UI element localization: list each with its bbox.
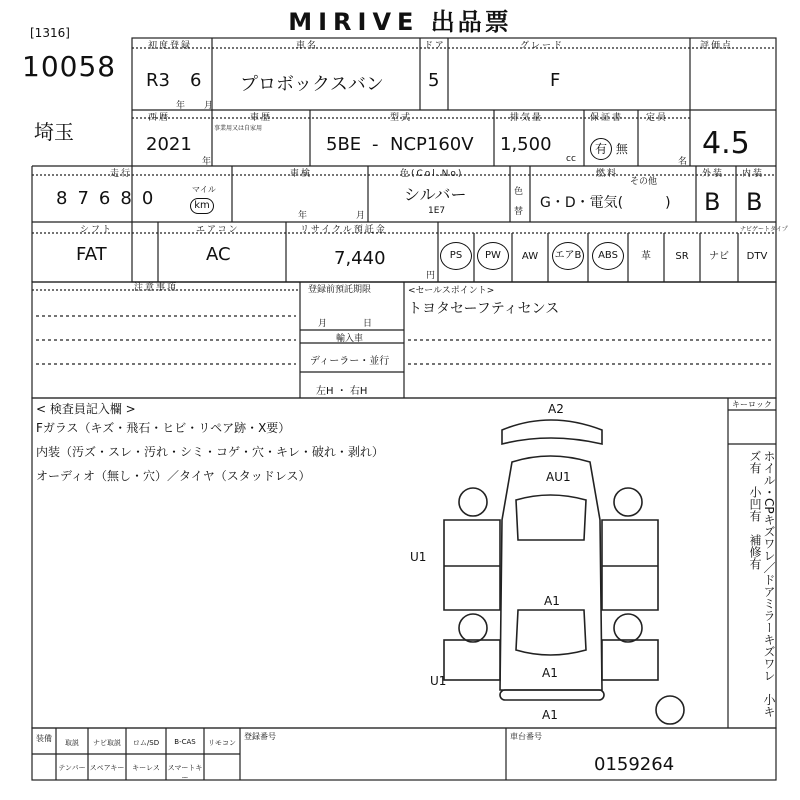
- car-name: プロボックスバン: [240, 74, 384, 95]
- label-warranty: 保証書: [590, 113, 624, 123]
- mileage-digit: 8: [56, 188, 78, 209]
- footer-item: テンパー: [58, 764, 86, 772]
- warranty-yes: 有: [590, 138, 612, 160]
- equipment-item: [664, 242, 700, 272]
- label-reg-no: 登録番号: [244, 732, 276, 741]
- equipment-label: SR: [675, 251, 689, 262]
- warranty-no: 無: [615, 142, 628, 156]
- equipment-label: DTV: [746, 251, 768, 262]
- fuel-other: その他: [630, 177, 658, 187]
- model-dash: -: [372, 134, 379, 155]
- equipment-item: [512, 242, 548, 272]
- label-type: 型式: [390, 113, 413, 123]
- color-code: 1E7: [428, 206, 446, 216]
- cc-unit: cc: [566, 154, 576, 164]
- label-chassis-no: 車台番号: [510, 732, 542, 741]
- equipment-label: 革: [641, 251, 651, 262]
- footer-item: スペアキー: [89, 764, 125, 772]
- mileage-digit: 6: [98, 188, 121, 209]
- label-aircon: エアコン: [196, 225, 240, 235]
- footer-item: ロム/SD: [132, 739, 160, 747]
- history-sub: 事業用又は自家用: [214, 125, 263, 132]
- interior-color-label: 替: [514, 207, 524, 217]
- equipment-label: ナビ: [709, 251, 729, 262]
- label-key-lock: キーロック: [732, 400, 772, 409]
- mark-a1-tail: A1: [542, 666, 558, 680]
- mark-au1: AU1: [546, 470, 571, 484]
- footer-item: ナビ取説: [93, 739, 121, 747]
- sales-point: トヨタセーフティセンス: [408, 301, 560, 317]
- score-value: 4.5: [702, 126, 750, 161]
- mileage-digit: 7: [77, 188, 99, 209]
- region: 埼玉: [34, 120, 74, 144]
- remark-audio-tire: オーディオ（無し・穴）／タイヤ（スタッドレス）: [36, 469, 311, 483]
- footer-item: 取説: [65, 739, 79, 747]
- car-diagram: [444, 420, 684, 724]
- mileage-digit: 0: [141, 188, 164, 209]
- inspector-heading: < 検査員記入欄 >: [36, 402, 136, 416]
- label-sales-point: <セールスポイント>: [408, 286, 495, 296]
- doc-title: 出品票: [430, 8, 512, 36]
- mileage-digits: [56, 188, 163, 209]
- capacity-unit: 名: [678, 157, 688, 167]
- equipment-item: [438, 242, 474, 270]
- label-notes: 注意事項: [134, 283, 179, 293]
- year-suffix: 年: [176, 101, 186, 111]
- equipment-label: PW: [477, 242, 509, 270]
- label-model-year: 西暦: [148, 113, 171, 123]
- color-name: シルバー: [404, 185, 467, 204]
- mark-u1-rear: U1: [430, 674, 447, 688]
- footer-side-label: 装備: [36, 734, 52, 743]
- steering-side: 左H ・ 右H: [316, 386, 368, 397]
- footer-item: リモコン: [208, 739, 236, 747]
- equipment-label: AW: [521, 251, 539, 262]
- label-capacity: 定員: [646, 113, 669, 123]
- mileage-unit-km: km: [190, 198, 214, 214]
- label-score: 評価点: [700, 41, 734, 51]
- chassis-number: 0159264: [594, 754, 675, 775]
- label-inspection: 車検: [290, 169, 313, 179]
- displacement: 1,500: [500, 134, 552, 155]
- model-code: NCP160V: [390, 134, 474, 155]
- grade-value: F: [550, 70, 561, 91]
- aircon-value: AC: [206, 244, 231, 265]
- label-history: 車歴: [250, 113, 273, 123]
- recycle-value: 7,440: [334, 248, 386, 269]
- label-doors: ドア: [424, 41, 446, 51]
- shift-value: FAT: [76, 244, 107, 265]
- mileage-digit: 8: [120, 188, 142, 209]
- remark-interior: 内装（汚ズ・スレ・汚れ・シミ・コゲ・穴・キレ・破れ・剥れ）: [36, 445, 384, 459]
- model-year: 2021: [146, 134, 192, 155]
- lot-number: 10058: [22, 50, 117, 83]
- equipment-item: [588, 242, 628, 270]
- footer-item: スマートキー: [167, 764, 203, 782]
- interior-grade: B: [746, 188, 763, 216]
- label-fuel: 燃料: [596, 169, 619, 179]
- mark-a1-rear: A1: [542, 708, 558, 722]
- equipment-label: ABS: [592, 242, 624, 270]
- equipment-item: [700, 242, 738, 272]
- warranty-options: [590, 138, 628, 160]
- first-reg-month: 6: [190, 70, 202, 91]
- import-type: ディーラー・並行: [310, 356, 390, 367]
- label-car-name: 車名: [296, 41, 319, 51]
- label-grade: グレード: [520, 41, 565, 51]
- reg-expiry-date: 月 日: [318, 319, 379, 329]
- exterior-grade: B: [704, 188, 721, 216]
- month-suffix: 月: [204, 101, 214, 111]
- inspection-month: 月: [356, 211, 366, 221]
- equipment-label: PS: [440, 242, 472, 270]
- lot-code: [1316]: [30, 26, 70, 40]
- door-count: 5: [428, 70, 440, 91]
- label-mileage: 走行: [110, 169, 133, 179]
- equipment-item: [548, 242, 588, 270]
- yen-unit: 円: [426, 271, 436, 281]
- mark-a2: A2: [548, 402, 564, 416]
- brand-name: MIRIVE: [288, 8, 420, 36]
- label-displacement: 排気量: [510, 113, 544, 123]
- footer-item: B-CAS: [174, 738, 196, 746]
- label-exterior: 外装: [702, 169, 725, 179]
- inspector-remarks: [36, 416, 384, 488]
- equipment-item: [474, 242, 512, 270]
- inspection-year: 年: [298, 211, 308, 221]
- label-interior: 内装: [742, 169, 765, 179]
- equipment-label: エアB: [552, 242, 584, 270]
- remark-windshield: Fガラス（キズ・飛石・ヒビ・リペア跡・X要）: [36, 421, 291, 435]
- body-color-label: 色: [514, 187, 524, 197]
- label-reg-expiry: 登録前預託期限: [308, 285, 372, 295]
- mark-a1-roof: A1: [544, 594, 560, 608]
- label-import: 輸入車: [336, 334, 364, 344]
- label-color: 色(Col.No): [400, 169, 464, 179]
- equipment-item: [628, 242, 664, 272]
- label-recycle: リサイクル預託金: [300, 225, 387, 235]
- footer-item: キーレス: [132, 764, 160, 772]
- mileage-unit-miles: マイル: [192, 185, 216, 194]
- equipment-item: [738, 242, 776, 272]
- label-navi-type: ナビゲートタイプ: [740, 226, 788, 233]
- fuel-options: G・D・電気( ): [540, 195, 671, 211]
- model-prefix: 5BE: [326, 134, 362, 155]
- first-reg-era: R3: [146, 70, 170, 91]
- mark-u1-left: U1: [410, 550, 427, 564]
- year-suffix-2: 年: [202, 157, 212, 167]
- label-shift: シフト: [80, 225, 114, 235]
- label-first-reg: 初度登録: [148, 41, 193, 51]
- side-note: ホイル・CPキズワレ／ドアミラーキズワレ 小キズ有 小凹有 補修有: [748, 450, 776, 718]
